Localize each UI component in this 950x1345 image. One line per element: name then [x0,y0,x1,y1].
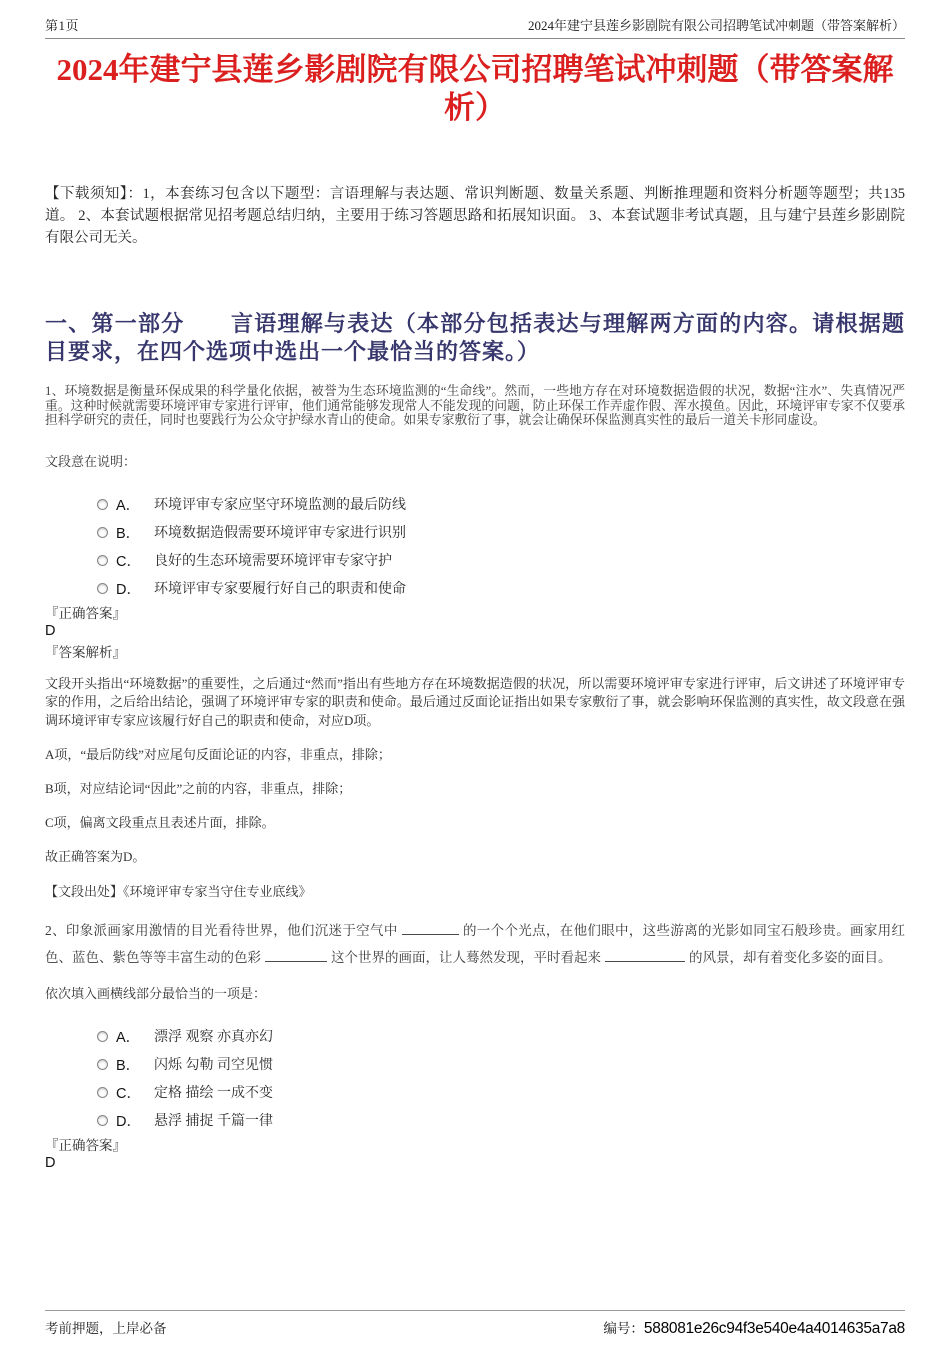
footer-serial-label: 编号： [603,1321,644,1336]
option-text: 定格 描绘 一成不变 [154,1086,273,1101]
radio-button[interactable] [97,1059,108,1070]
correct-answer-value: D [45,623,56,640]
option-row-a[interactable] [45,1022,905,1050]
page-header [45,0,905,39]
download-notice: 【下载须知】：1，本套练习包含以下题型：言语理解与表达题、常识判断题、数量关系题、判断推理题和资料分析题等题型；共135道。 2、本套试题根据常见招考题总结归纳，主要用于练习答题思路和拓展知识面。 3、本套试题非考试真题，且与建宁县莲乡影剧院有限公司无关。 [45,186,905,246]
radio-button[interactable] [97,555,108,566]
question-2-seg1: 2、印象派画家用激情的目光看待世界，他们沉迷于空气中 [45,923,398,938]
footer-serial-value: 588081e26c94f3e540e4a4014635a7a8 [643,1320,905,1337]
option-letter: B． [116,525,141,542]
analysis-label: 『答案解析』 [45,645,126,661]
question-2-prompt: 依次填入画横线部分最恰当的一项是： [45,986,267,1001]
radio-button[interactable] [97,527,108,538]
option-text: 环境评审专家应坚守环境监测的最后防线 [154,498,406,514]
analysis-point-a: A项，“最后防线”对应尾句反面论证的内容，非重点，排除； [45,747,391,762]
radio-button[interactable] [97,1115,108,1126]
question-2-options [45,1022,905,1134]
blank-line-3 [605,948,685,962]
main-title: 2024年建宁县莲乡影剧院有限公司招聘笔试冲刺题（带答案解析） [56,52,894,125]
question-2-seg2: 的一个个光点，在他们眼中，这些游离的光影如同宝石般珍贵。画家用红色、蓝色、紫色等等丰富生动的色彩 [45,923,906,965]
source-line [45,883,905,901]
option-letter: D． [116,581,141,598]
question-2 [45,917,905,1172]
question-2-text [45,917,905,971]
analysis-text: 文段开头指出“环境数据”的重要性，之后通过“然而”指出有些地方存在环境数据造假的状况，所以需要环境评审专家进行评审，后文讲述了环境评审专家的作用，之后给出结论，强调了环境评审专家的职责和使命。最后通过反面论证指出如果专家敷衍了事，就会影响环保监测的真实性，故文段意在强调环境评审专家应该履行好自己的职责和使命，对应D项。 [45,676,905,728]
header-page-number: 第1页 [45,18,80,33]
option-row-a[interactable] [45,490,905,518]
correct-answer-label: 『正确答案』 [45,1138,126,1153]
option-text: 环境数据造假需要环境评审专家进行识别 [154,526,406,542]
option-text: 良好的生态环境需要环境评审专家守护 [154,554,392,570]
radio-button[interactable] [97,583,108,594]
question-1-prompt: 文段意在说明： [45,454,137,470]
source-label: 【文段出处】 [45,884,124,899]
analysis-conclusion: 故正确答案为D。 [45,849,146,864]
option-letter: D． [116,1113,141,1130]
option-text: 悬浮 捕捉 千篇一律 [154,1114,273,1129]
correct-answer-label: 『正确答案』 [45,606,126,622]
radio-button[interactable] [97,1031,108,1042]
question-2-seg3: 这个世界的画面，让人蓦然发现，平时看起来 [331,950,601,965]
option-row-c[interactable] [45,1078,905,1106]
blank-line-2 [265,948,327,962]
option-row-b[interactable] [45,1050,905,1078]
option-letter: B． [116,1057,141,1074]
option-letter: A． [116,1029,141,1046]
question-2-seg4: 的风景，却有着变化多姿的面目。 [689,950,892,965]
question-1-options [45,490,905,602]
option-row-c[interactable] [45,546,905,574]
option-letter: C． [116,1085,141,1102]
option-letter: C． [116,553,141,570]
analysis-point-b: B项，对应结论词“因此”之前的内容，非重点，排除； [45,781,352,796]
footer-slogan: 考前押题，上岸必备 [45,1321,167,1336]
option-text: 漂浮 观察 亦真亦幻 [154,1030,273,1045]
option-letter: A． [116,497,141,514]
question-1-text: 1、环境数据是衡量环保成果的科学量化依据，被誉为生态环境监测的“生命线”。然而，一些地方存在对环境数据造假的状况，数据“注水”、失真情况严重。这种时候就需要环境评审专家进行评审，他们通常能够发现常人不能发现的问题，防止环保工作弄虚作假、浑水摸鱼。因此，环境评审专家不仅要承担科学研究的责任，同时也要践行为公众守护绿水青山的使命。如果专家敷衍了事，就会让确保环保监测真实性的最后一道关卡形同虚设。 [45,384,905,428]
section-heading: 一、第一部分 言语理解与表达（本部分包括表达与理解两方面的内容。请根据题目要求，在四个选项中选出一个最恰当的答案。） [45,311,905,364]
question-1 [45,384,905,901]
option-text: 闪烁 勾勒 司空见惯 [154,1058,273,1073]
blank-line-1 [402,921,459,935]
header-doc-title: 2024年建宁县莲乡影剧院有限公司招聘笔试冲刺题（带答案解析） [527,18,905,33]
option-row-d[interactable] [45,574,905,602]
footer-serial [603,1317,905,1338]
radio-button[interactable] [97,1087,108,1098]
radio-button[interactable] [97,499,108,510]
option-row-b[interactable] [45,518,905,546]
option-text: 环境评审专家要履行好自己的职责和使命 [154,582,406,598]
page-footer [45,1310,905,1338]
correct-answer-value: D [45,1155,56,1171]
source-title: 《环境评审专家当守住专业底线》 [123,884,312,899]
analysis-point-c: C项，偏离文段重点且表述片面，排除。 [45,815,275,830]
option-row-d[interactable] [45,1106,905,1134]
